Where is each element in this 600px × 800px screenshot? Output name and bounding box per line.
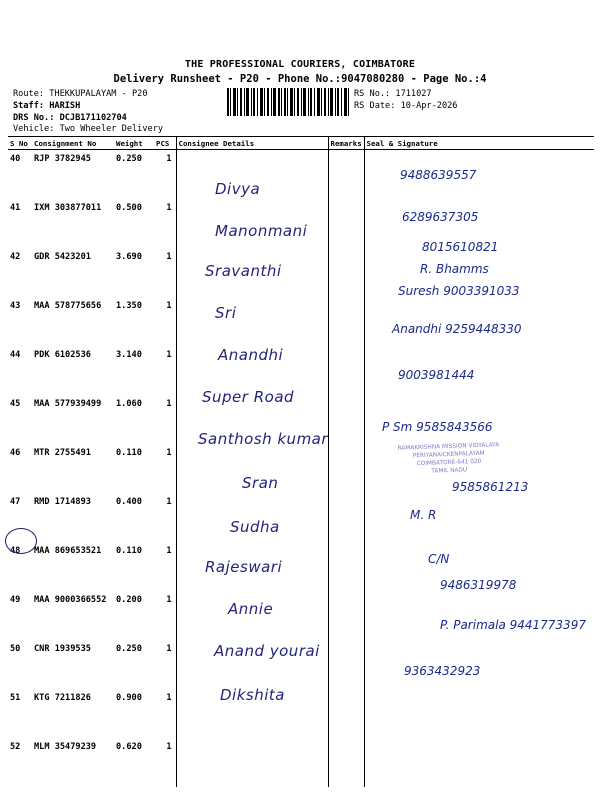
row-remarks [328, 640, 364, 689]
row-sno: 41 [10, 203, 21, 213]
row-pcs: 1 [166, 301, 172, 311]
handwritten-signature: P. Parimala 9441773397 [440, 618, 586, 632]
row-pcs: 1 [166, 448, 172, 458]
row-weight: 0.110 [116, 448, 142, 458]
row-signature [364, 738, 594, 787]
row-pcs: 1 [166, 497, 172, 507]
row-weight: 0.250 [116, 154, 142, 164]
row-pcs: 1 [166, 742, 172, 752]
row-consignment: GDR 5423201 [34, 252, 91, 262]
row-consignee [176, 738, 328, 787]
row-pcs: 1 [166, 644, 172, 654]
row-pcs: 1 [166, 595, 172, 605]
row-sno: 40 [10, 154, 21, 164]
table-row [8, 493, 594, 542]
handwritten-signature: 9585861213 [452, 480, 529, 494]
row-consignment: IXM 303877011 [34, 203, 102, 213]
row-remarks [328, 346, 364, 395]
handwritten-consignee-name: Annie [228, 600, 274, 618]
row-weight: 0.500 [116, 203, 142, 213]
row-weight: 3.140 [116, 350, 142, 360]
vehicle-label: Vehicle: Two Wheeler Delivery [13, 124, 164, 134]
row-remarks [328, 689, 364, 738]
row-sno: 49 [10, 595, 21, 605]
col-remarks: Remarks [328, 137, 364, 150]
row-remarks [328, 444, 364, 493]
row-remarks [328, 395, 364, 444]
col-signature: Seal & Signature [364, 137, 594, 150]
row-consignment: RMD 1714893 [34, 497, 91, 507]
row-sno: 48 [10, 546, 21, 556]
row-signature [364, 150, 594, 200]
row-remarks [328, 738, 364, 787]
handwritten-signature: Anandhi 9259448330 [392, 322, 522, 336]
row-sno: 47 [10, 497, 21, 507]
row-remarks [328, 248, 364, 297]
row-weight: 1.060 [116, 399, 142, 409]
barcode-icon [227, 88, 349, 116]
handwritten-consignee-name: Sudha [230, 518, 280, 536]
row-weight: 0.400 [116, 497, 142, 507]
row-consignment: MAA 577939499 [34, 399, 102, 409]
handwritten-signature: P Sm 9585843566 [382, 420, 493, 434]
handwritten-consignee-name: Manonmani [215, 222, 308, 240]
row-pcs: 1 [166, 399, 172, 409]
handwritten-signature: R. Bhamms [420, 262, 489, 276]
row-sno: 43 [10, 301, 21, 311]
row-sno: 44 [10, 350, 21, 360]
col-sno: S No [8, 137, 32, 150]
row-pcs: 1 [166, 546, 172, 556]
handwritten-consignee-name: Sravanthi [205, 262, 282, 280]
row-consignment: RJP 3782945 [34, 154, 91, 164]
row-pcs: 1 [166, 693, 172, 703]
drs-number: DRS No.: DCJB171102704 [13, 113, 127, 123]
row-signature [364, 689, 594, 738]
handwritten-consignee-name: Rajeswari [205, 558, 283, 576]
row-weight: 0.620 [116, 742, 142, 752]
row-sno: 52 [10, 742, 21, 752]
row-consignee [176, 297, 328, 346]
runsheet-subtitle: Delivery Runsheet - P20 - Phone No.:9047080280 - Page No.:4 [113, 73, 487, 85]
row-pcs: 1 [166, 154, 172, 164]
handwritten-consignee-name: Sri [215, 304, 237, 322]
handwritten-consignee-name: Santhosh kumar [198, 430, 329, 448]
staff-label: Staff: HARISH [13, 101, 81, 111]
row-pcs: 1 [166, 252, 172, 262]
row-remarks [328, 199, 364, 248]
handwritten-signature: C/N [428, 552, 450, 566]
rs-number: RS No.: 1711027 [354, 89, 432, 99]
row-pcs: 1 [166, 350, 172, 360]
col-consignment: Consignment No [32, 137, 114, 150]
col-pcs: PCS [154, 137, 176, 150]
handwritten-consignee-name: Anandhi [218, 346, 284, 364]
rs-date: RS Date: 10-Apr-2026 [354, 101, 458, 111]
circled-row-mark [5, 528, 37, 554]
row-consignment: PDK 6102536 [34, 350, 91, 360]
handwritten-signature: 9003981444 [398, 368, 475, 382]
handwritten-signature: 9363432923 [404, 664, 481, 678]
row-consignment: MTR 2755491 [34, 448, 91, 458]
row-sno: 45 [10, 399, 21, 409]
handwritten-signature: 6289637305 [402, 210, 479, 224]
row-weight: 0.250 [116, 644, 142, 654]
row-remarks [328, 591, 364, 640]
row-sno: 50 [10, 644, 21, 654]
row-sno: 42 [10, 252, 21, 262]
handwritten-signature: Suresh 9003391033 [398, 284, 520, 298]
col-weight: Weight [114, 137, 154, 150]
runsheet-title: THE PROFESSIONAL COURIERS, COIMBATORE [184, 59, 416, 70]
row-remarks [328, 150, 364, 200]
row-weight: 0.200 [116, 595, 142, 605]
route-label: Route: THEKKUPALAYAM - P20 [13, 89, 148, 99]
table-row [8, 689, 594, 738]
handwritten-signature: 9488639557 [400, 168, 477, 182]
row-remarks [328, 297, 364, 346]
table-row [8, 346, 594, 395]
handwritten-consignee-name: Anand yourai [214, 642, 320, 660]
table-row [8, 150, 594, 200]
row-remarks [328, 542, 364, 591]
table-row [8, 738, 594, 787]
row-weight: 0.110 [116, 546, 142, 556]
row-consignment: MLM 35479239 [34, 742, 97, 752]
row-signature [364, 493, 594, 542]
handwritten-signature: 8015610821 [422, 240, 499, 254]
row-consignment: MAA 578775656 [34, 301, 102, 311]
handwritten-consignee-name: Divya [215, 180, 261, 198]
row-sno: 46 [10, 448, 21, 458]
row-consignment: MAA 9000366552 [34, 595, 107, 605]
row-weight: 1.350 [116, 301, 142, 311]
row-consignment: CNR 1939535 [34, 644, 91, 654]
handwritten-signature: 9486319978 [440, 578, 517, 592]
row-remarks [328, 493, 364, 542]
handwritten-consignee-name: Dikshita [220, 686, 285, 704]
handwritten-signature: M. R [410, 508, 437, 522]
row-weight: 0.900 [116, 693, 142, 703]
institution-seal: RAMAKRISHNA MISSION VIDYALAYA PERIYANAICKENPALAYAM COIMBATORE-641 020 TAMIL NADU [397, 442, 500, 475]
row-consignment: KTG 7211826 [34, 693, 91, 703]
table-header-row [8, 137, 594, 150]
handwritten-consignee-name: Super Road [202, 388, 295, 406]
handwritten-consignee-name: Sran [242, 474, 279, 492]
row-sno: 51 [10, 693, 21, 703]
row-weight: 3.690 [116, 252, 142, 262]
row-pcs: 1 [166, 203, 172, 213]
row-consignment: MAA 869653521 [34, 546, 102, 556]
table-row [8, 591, 594, 640]
row-signature [364, 591, 594, 640]
col-consignee: Consignee Details [176, 137, 328, 150]
